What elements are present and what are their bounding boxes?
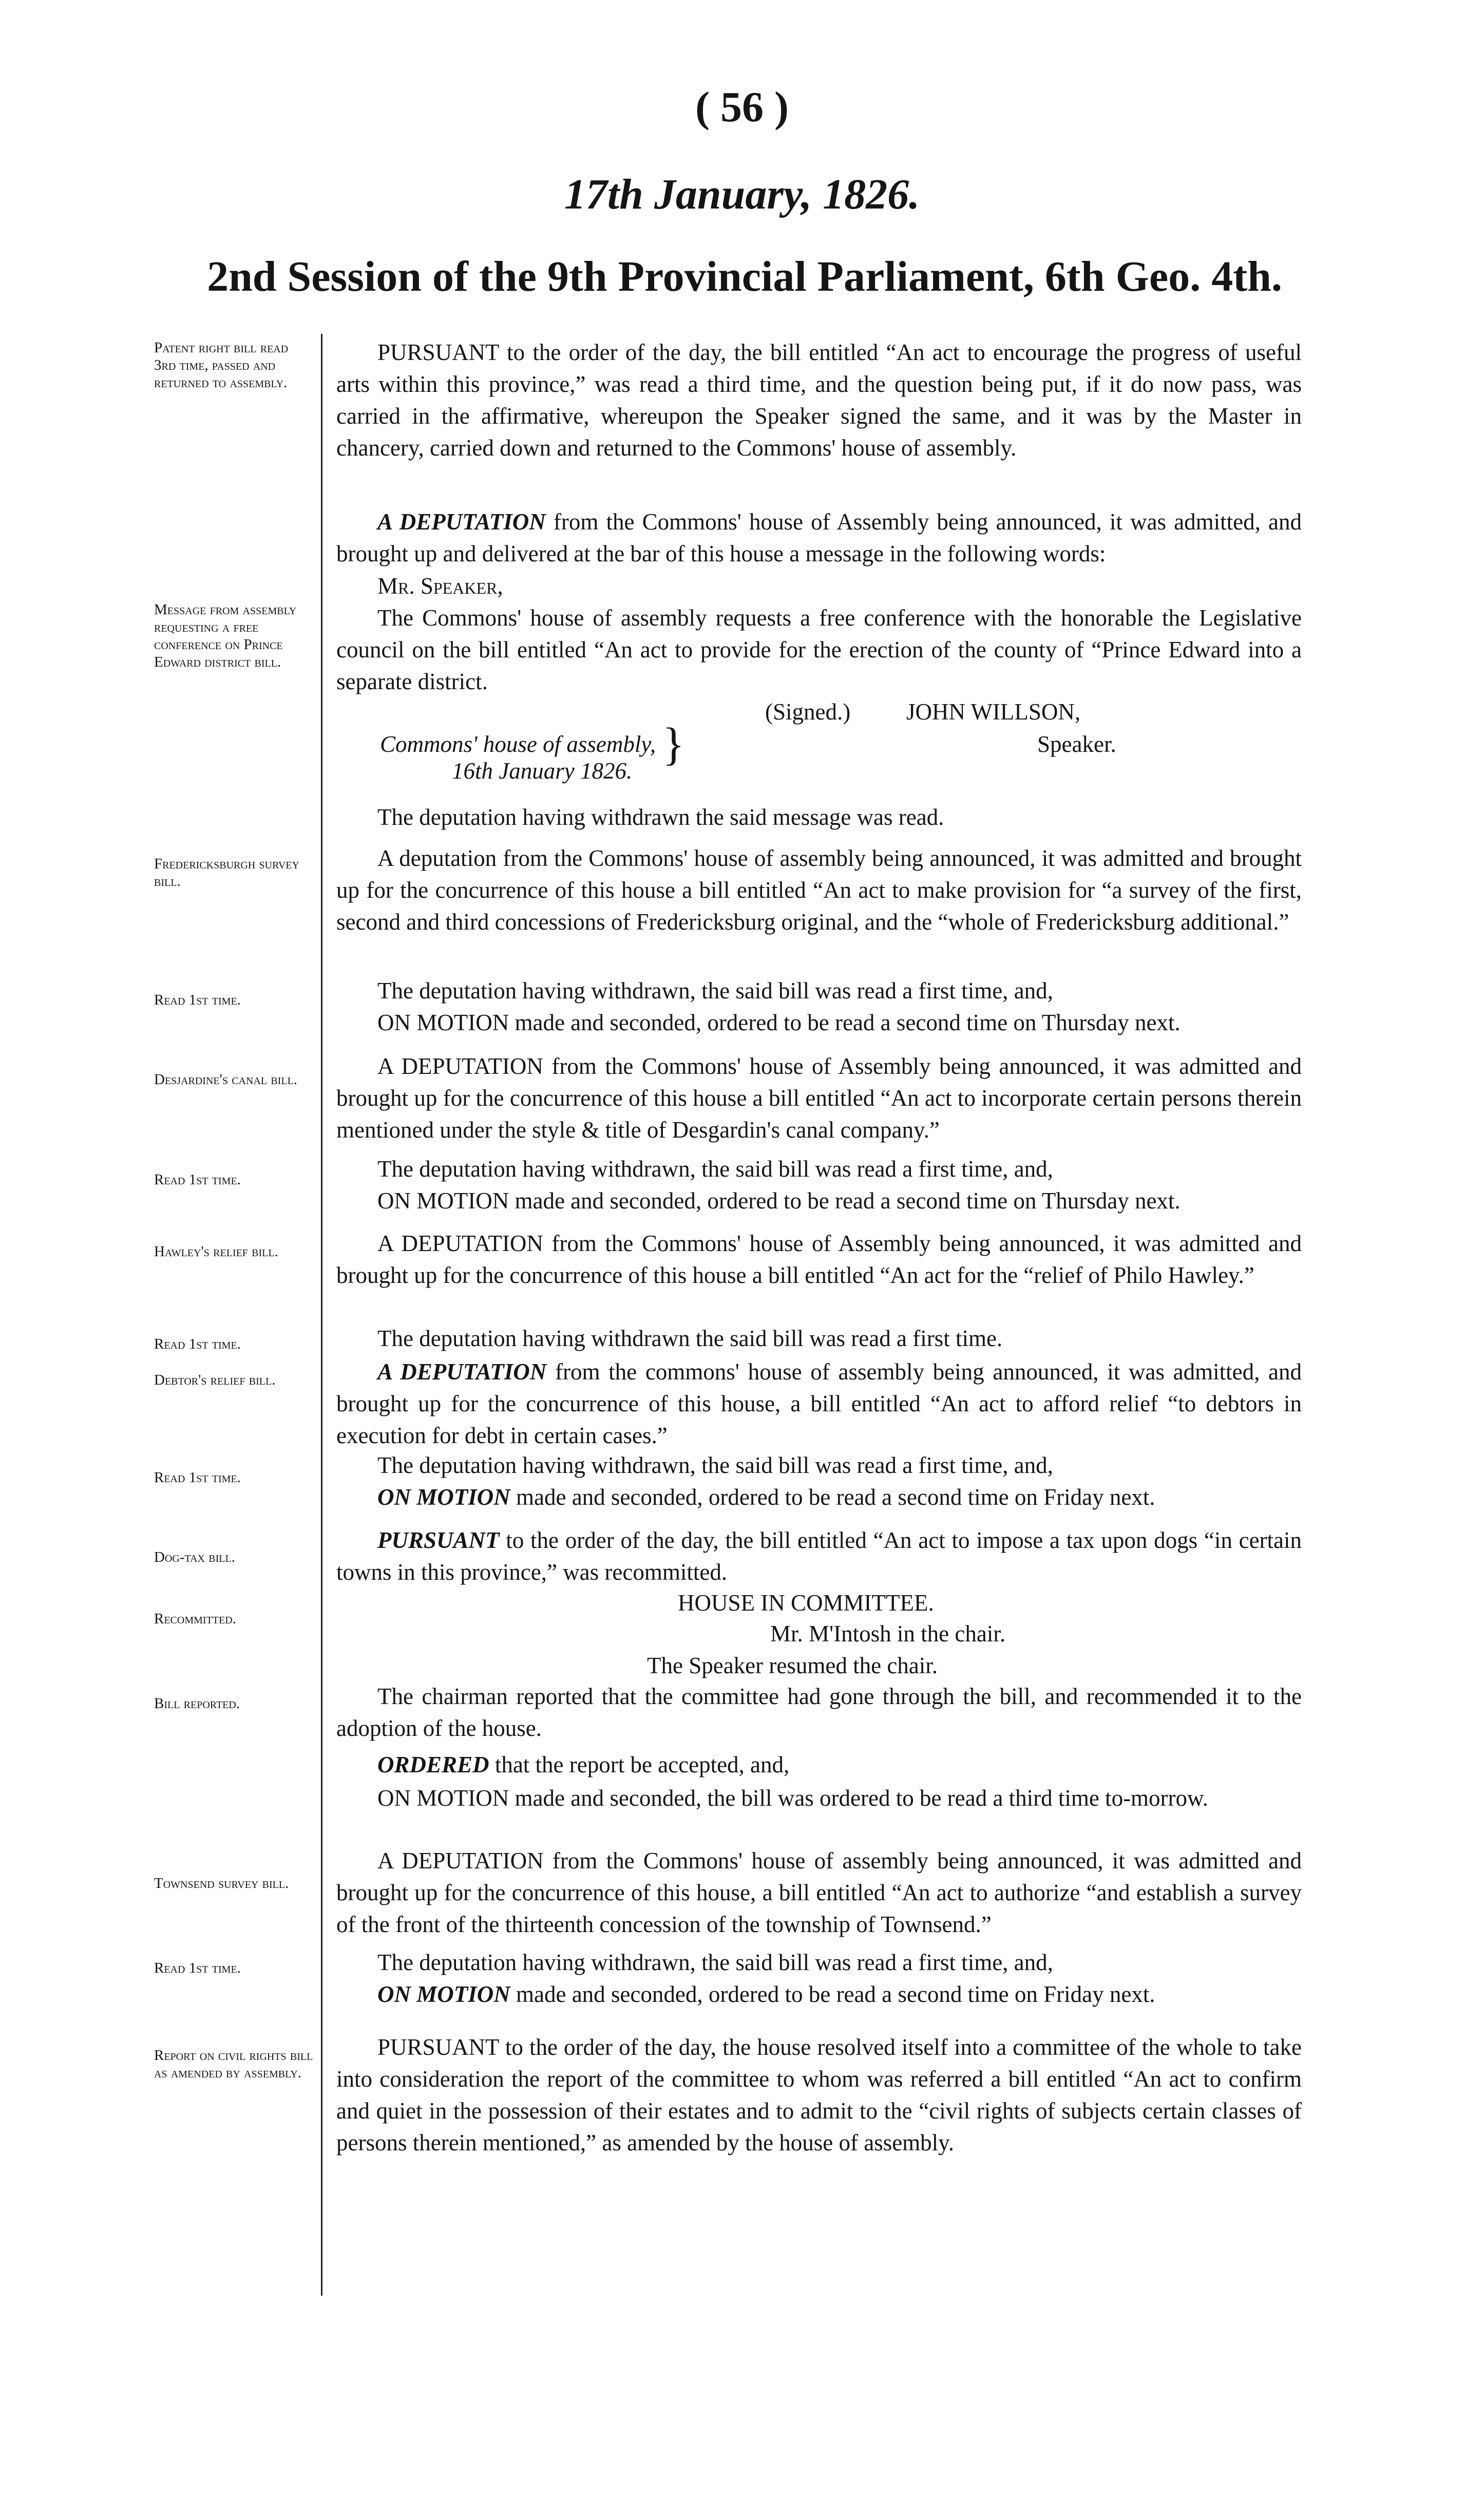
paragraph: ORDERED that the report be accepted, and, xyxy=(377,1752,790,1777)
signer-name: JOHN WILLSON, xyxy=(906,699,1081,725)
margin-note-read: Read 1st time. xyxy=(154,1469,241,1486)
margin-note-report: Report on civil rights bill as amended by assembly. xyxy=(154,2047,313,2081)
salutation: Mr. Speaker, xyxy=(377,573,503,599)
paragraph: A DEPUTATION from the Commons' house of Assembly being announced, it was admitted and brought up for the concurrence of this house a bill entitled “An act for the “relief of Philo Hawley.” xyxy=(336,1231,1302,1288)
margin-note-message: Message from assembly requesting a free conference on Prince Edward district bill. xyxy=(154,601,297,670)
message-origin: Commons' house of assembly, xyxy=(380,731,656,757)
paragraph: The deputation having withdrawn, the said bill was read a first time, and, xyxy=(377,1452,1053,1478)
paragraph: The deputation having withdrawn the said bill was read a first time. xyxy=(377,1326,1003,1351)
paragraph: ON MOTION made and seconded, ordered to be read a second time on Thursday next. xyxy=(377,1188,1181,1214)
paragraph: The deputation having withdrawn, the said bill was read a first time, and, xyxy=(377,1156,1053,1182)
margin-note-desjardine: Desjardine's canal bill. xyxy=(154,1071,298,1088)
journal-date: 17th January, 1826. xyxy=(564,171,920,218)
margin-note-read: Read 1st time. xyxy=(154,1960,241,1976)
signed-label: (Signed.) xyxy=(765,699,851,725)
paragraph: PURSUANT to the order of the day, the house resolved itself into a committee of the whole to take into consideration the report of the committee to whom was referred a bill entitled “An act to confirm and quiet in the possession of their estates and to admit to the “civil rights of subjects certain classes of persons therein mentioned,” as amended by the house of assembly. xyxy=(336,2034,1302,2155)
committee-heading: HOUSE IN COMMITTEE. xyxy=(678,1590,934,1616)
paragraph: PURSUANT to the order of the day, the bill entitled “An act to impose a tax upon dogs “in certain towns in this province,” was recommitted. xyxy=(336,1527,1302,1585)
paragraph: ON MOTION made and seconded, the bill was ordered to be read a third time to-morrow. xyxy=(377,1785,1208,1811)
margin-note-read: Read 1st time. xyxy=(154,1336,241,1352)
margin-note-hawley: Hawley's relief bill. xyxy=(154,1243,278,1260)
margin-note-read: Read 1st time. xyxy=(154,1171,241,1188)
signer-title: Speaker. xyxy=(1037,731,1116,757)
margin-note-dog-tax: Dog-tax bill. xyxy=(154,1549,235,1565)
margin-note-bill-reported: Bill reported. xyxy=(154,1695,240,1712)
paragraph: The deputation having withdrawn the said message was read. xyxy=(377,804,944,830)
paragraph: A DEPUTATION from the Commons' house of assembly being announced, it was admitted and brought up for the concurrence of this house, a bill entitled “An act to authorize “and establish a survey of the front of the thirteenth concession of the township of Townsend.” xyxy=(336,1848,1302,1937)
margin-note-patent: Patent right bill read 3rd time, passed and returned to assembly. xyxy=(154,339,289,391)
page-number: ( 56 ) xyxy=(695,83,789,131)
paragraph: PURSUANT to the order of the day, the bill entitled “An act to encourage the progress of useful arts within this province,” was read a third time, and the question being put, if it do now pass, was carried in the affirmative, whereupon the Speaker signed the same, and it was by the Master in chancery, carried down and returned to the Commons' house of assembly. xyxy=(336,339,1302,461)
margin-note-recommitted: Recommitted. xyxy=(154,1611,236,1627)
margin-rule xyxy=(321,334,322,2296)
paragraph: The deputation having withdrawn, the said bill was read a first time, and, xyxy=(377,978,1053,1004)
paragraph: ON MOTION made and seconded, ordered to be read a second time on Thursday next. xyxy=(377,1010,1181,1035)
message-date: 16th January 1826. xyxy=(452,758,633,784)
paragraph: A deputation from the Commons' house of assembly being announced, it was admitted and brought up for the concurrence of this house a bill entitled “An act to make provision for “a survey of the first, second and third concessions of Fredericksburg original, and the “whole of Fredericksburg additional.” xyxy=(336,845,1302,935)
paragraph: The deputation having withdrawn, the said bill was read a first time, and, xyxy=(377,1950,1053,1975)
paragraph: The chairman reported that the committee had gone through the bill, and recommended it to the adoption of the house. xyxy=(336,1684,1302,1741)
session-heading: 2nd Session of the 9th Provincial Parliament, 6th Geo. 4th. xyxy=(207,253,1282,300)
paragraph: A DEPUTATION from the commons' house of assembly being announced, it was admitted, and brought up for the concurrence of this house, a bill entitled “An act to afford relief “to debtors in execution for debt in certain cases.” xyxy=(336,1359,1302,1448)
paragraph: ON MOTION made and seconded, ordered to be read a second time on Friday next. xyxy=(377,1484,1155,1510)
margin-note-debtors: Debtor's relief bill. xyxy=(154,1372,276,1388)
paragraph: A DEPUTATION from the Commons' house of Assembly being announced, it was admitted and brought up for the concurrence of this house a bill entitled “An act to incorporate certain persons therein mentioned under the style & title of Desgardin's canal company.” xyxy=(336,1053,1302,1143)
brace: } xyxy=(662,719,685,770)
paragraph: A DEPUTATION from the Commons' house of Assembly being announced, it was admitted, and brought up and delivered at the bar of this house a message in the following words: xyxy=(336,509,1302,566)
margin-note-read: Read 1st time. xyxy=(154,992,241,1008)
speaker-resumed: The Speaker resumed the chair. xyxy=(647,1653,938,1678)
paragraph: ON MOTION made and seconded, ordered to be read a second time on Friday next. xyxy=(377,1981,1155,2007)
margin-note-townsend: Townsend survey bill. xyxy=(154,1875,289,1892)
message-text: The Commons' house of assembly requests a free conference with the honorable the Legislative council on the bill entitled “An act to provide for the erection of the county of “Prince Edward into a separate district. xyxy=(336,605,1302,694)
committee-chair: Mr. M'Intosh in the chair. xyxy=(770,1621,1006,1647)
margin-note-fredericksburgh: Fredericksburgh survey bill. xyxy=(154,856,299,890)
